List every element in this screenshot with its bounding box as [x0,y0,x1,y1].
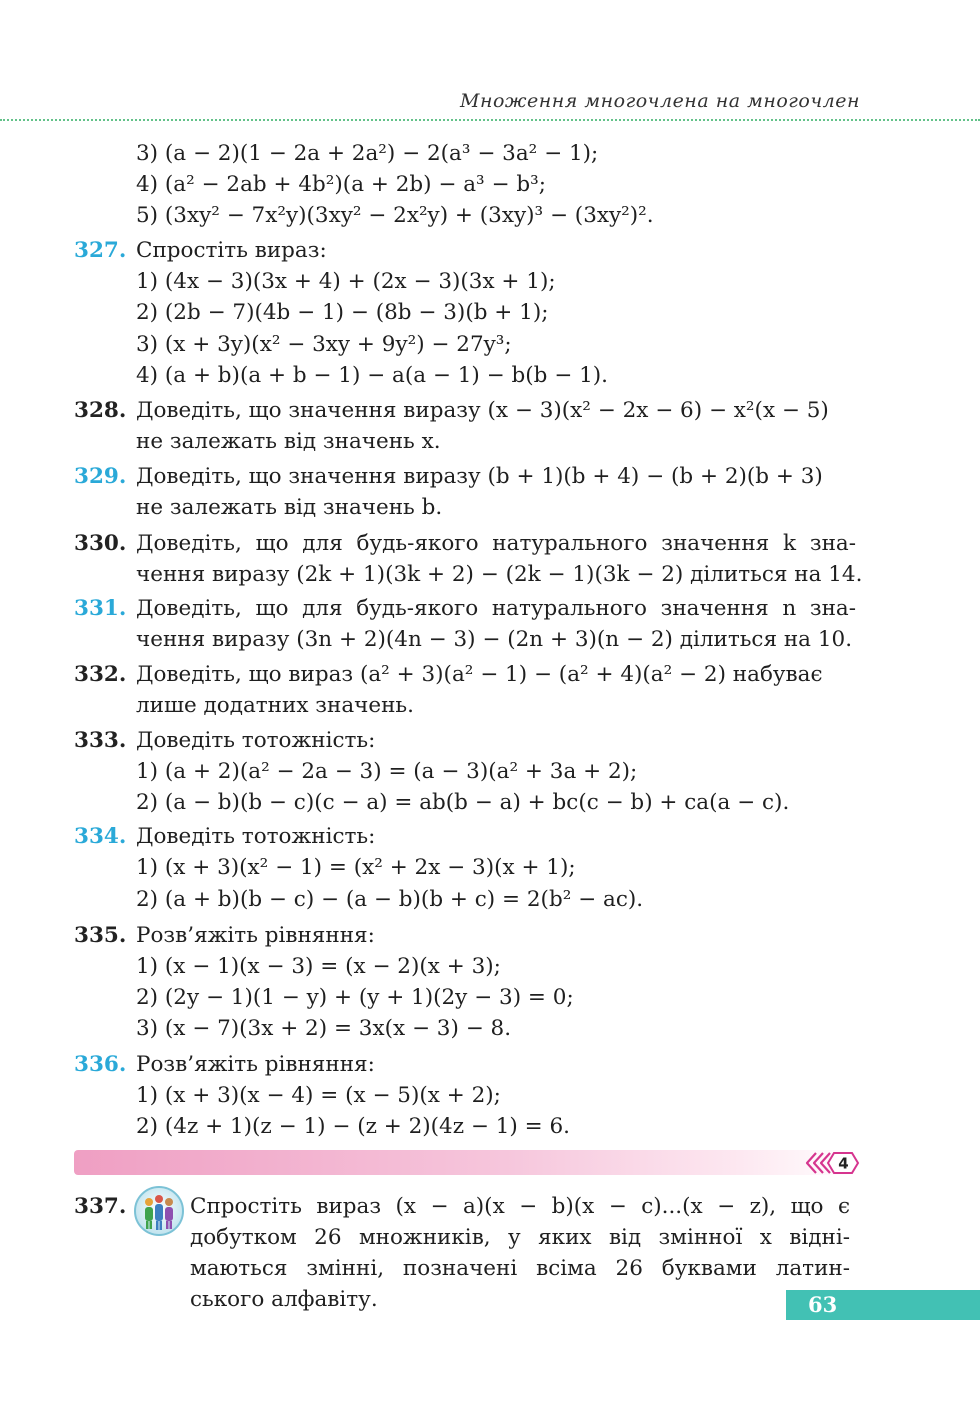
task-number: 328. [74,398,127,423]
task-text: Розв’яжіть рівняння: [136,1052,375,1077]
task-item: 2) (4z + 1)(z − 1) − (z + 2)(4z − 1) = 6. [136,1114,570,1139]
task-text: Доведіть, що для будь-якого натурального значення n зна- [136,596,856,621]
task-text: Доведіть, що значення виразу (b + 1)(b + 4) − (b + 2)(b + 3) [136,464,823,489]
difficulty-level-bar [74,1150,858,1175]
task-number: 327. [74,238,127,263]
task-item: 1) (a + 2)(a² − 2a − 3) = (a − 3)(a² + 3a + 2); [136,759,638,784]
task-text: добутком 26 множників, у яких від змінної x відні- [190,1225,850,1250]
task-text: Доведіть тотожність: [136,728,376,753]
page-number: 63 [808,1292,838,1317]
task-text: Доведіть, що вираз (a² + 3)(a² − 1) − (a² + 4)(a² − 2) набуває [136,662,823,687]
task-number: 337. [74,1194,127,1219]
task-number: 332. [74,662,127,687]
task-item: 1) (x − 1)(x − 3) = (x − 2)(x + 3); [136,954,501,979]
task-text: чення виразу (3n + 2)(4n − 3) − (2n + 3)(n − 2) ділиться на 10. [136,627,853,652]
task-text: не залежать від значень b. [136,495,443,520]
running-header: Множення многочлена на многочлен [460,90,860,112]
task-text: Доведіть тотожність: [136,824,376,849]
task-item: 2) (a + b)(b − c) − (a − b)(b + c) = 2(b² − ac). [136,887,644,912]
task-item: 5) (3xy² − 7x²y)(3xy² − 2x²y) + (3xy)³ − (3xy²)². [136,203,654,228]
task-number: 333. [74,728,127,753]
task-number: 334. [74,824,127,849]
task-text: Спростіть вираз: [136,238,327,263]
difficulty-level-marker [804,1151,860,1175]
task-text: не залежать від значень x. [136,429,441,454]
task-number: 335. [74,923,127,948]
task-item: 2) (2y − 1)(1 − y) + (y + 1)(2y − 3) = 0; [136,985,574,1010]
task-number: 330. [74,531,127,556]
header-divider [0,119,980,121]
task-text: Спростіть вираз (x − a)(x − b)(x − c)...(x − z), що є [190,1194,850,1219]
task-item: 3) (a − 2)(1 − 2a + 2a²) − 2(a³ − 3a² − 1); [136,141,599,166]
task-number: 331. [74,596,127,621]
task-text: лише додатних значень. [136,693,414,718]
task-text: ського алфавіту. [190,1287,378,1312]
task-number: 329. [74,464,127,489]
task-text: чення виразу (2k + 1)(3k + 2) − (2k − 1)(3k − 2) ділиться на 14. [136,562,863,587]
task-item: 4) (a² − 2ab + 4b²)(a + 2b) − a³ − b³; [136,172,546,197]
task-text: маються змінні, позначені всіма 26 буквами латин- [190,1256,850,1281]
task-item: 3) (x + 3y)(x² − 3xy + 9y²) − 27y³; [136,332,512,357]
task-item: 1) (x + 3)(x² − 1) = (x² + 2x − 3)(x + 1); [136,855,576,880]
task-number: 336. [74,1052,127,1077]
task-item: 1) (x + 3)(x − 4) = (x − 5)(x + 2); [136,1083,501,1108]
task-item: 4) (a + b)(a + b − 1) − a(a − 1) − b(b − 1). [136,363,608,388]
task-item: 2) (a − b)(b − c)(c − a) = ab(b − a) + bc(c − b) + ca(a − c). [136,790,790,815]
task-text: Доведіть, що для будь-якого натурального значення k зна- [136,531,856,556]
difficulty-level-label: 4 [838,1154,849,1173]
task-text: Розв’яжіть рівняння: [136,923,375,948]
task-item: 3) (x − 7)(3x + 2) = 3x(x − 3) − 8. [136,1016,512,1041]
task-item: 2) (2b − 7)(4b − 1) − (8b − 3)(b + 1); [136,300,549,325]
task-text: Доведіть, що значення виразу (x − 3)(x² − 2x − 6) − x²(x − 5) [136,398,829,423]
task-item: 1) (4x − 3)(3x + 4) + (2x − 3)(3x + 1); [136,269,556,294]
group-work-icon [133,1185,185,1237]
